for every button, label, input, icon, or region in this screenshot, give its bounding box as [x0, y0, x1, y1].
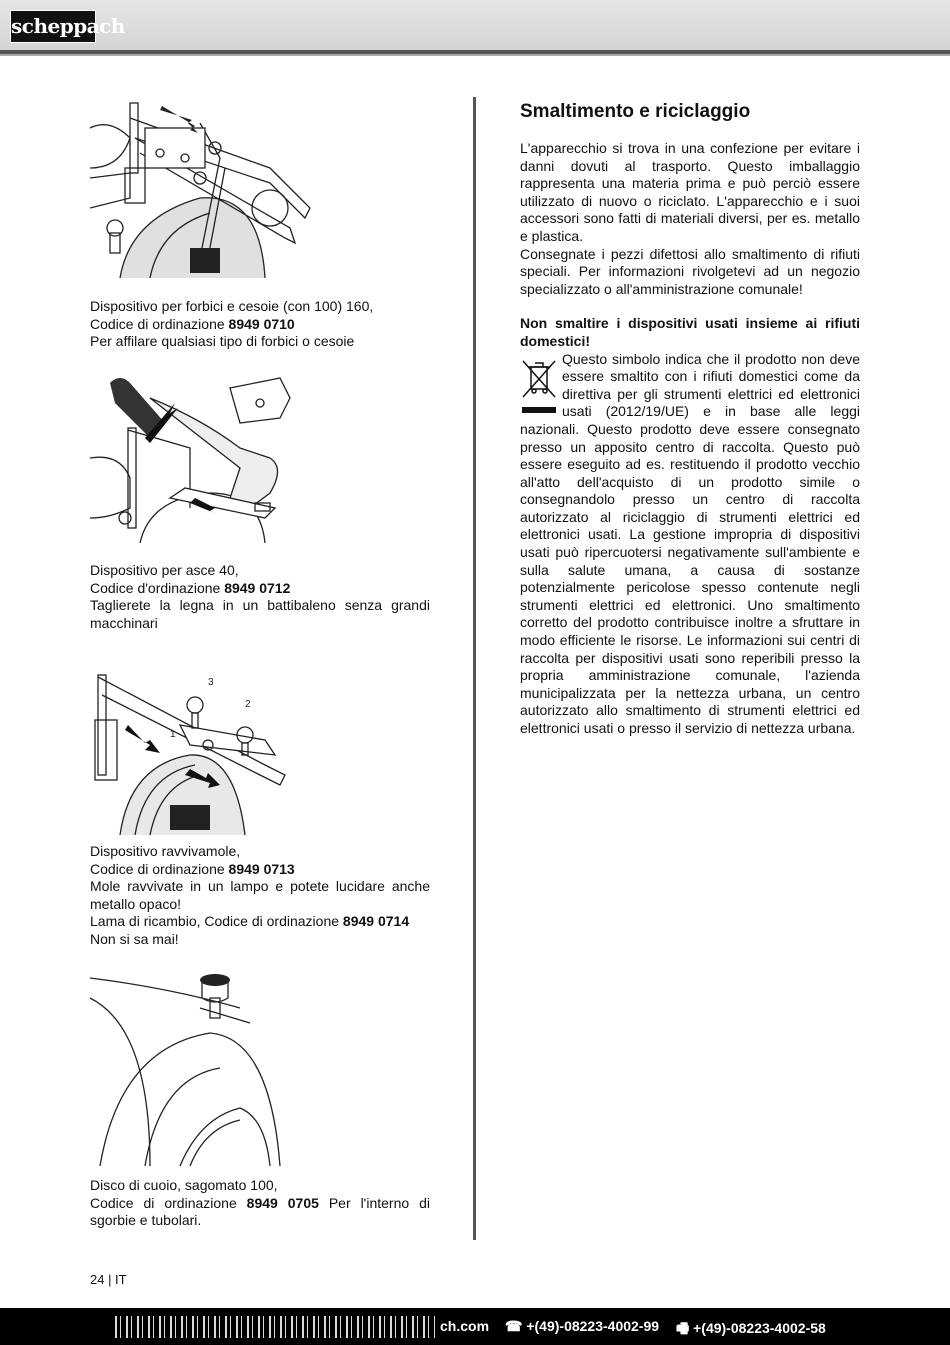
order-code-label: Codice di ordinazione [90, 1194, 247, 1211]
callout-1: 1 [170, 729, 176, 740]
header-rule-shadow [0, 54, 950, 56]
order-code: 8949 0714 [342, 913, 410, 930]
footer-bar [0, 1308, 950, 1345]
order-code-label: Lama di ricambio, Codice di ordinazione [90, 913, 343, 930]
order-code: 8949 0713 [228, 860, 295, 877]
brand-logo: scheppach [10, 10, 96, 43]
caption-line [90, 861, 430, 879]
paragraph: Consegnate i pezzi difettosi allo smaltimento di rifiuti speciali. Per informazioni rivolgetevi ad un negozio specializzato o all'amministrazione comunale! [520, 245, 860, 297]
page-number: 24 | IT [90, 1272, 127, 1287]
subheading: Non smaltire i dispositivi usati insieme ai rifiuti domestici! [520, 315, 860, 349]
caption-line: Dispositivo ravvivamole, [90, 843, 241, 859]
leather-disc-illustration [90, 968, 290, 1166]
caption-line: Disco di cuoio, sagomato 100, [90, 1177, 278, 1193]
paragraph: Questo simbolo indica che il prodotto non deve essere smaltito con i rifiuti domestici come da direttiva per gli strumenti elettrici ed elettronici usati (2012/19/UE) e in base alle leggi nazionali. Questo prodotto deve essere consegnato presso un apposito centro di raccolta. Questo può essere eseguito ad es. restituendo il prodotto vecchio all'atto dell'acquisto di un prodotto simile o consegnandolo presso un centro di raccolta autorizzato al riciclaggio di strumenti elettrici ed elettronici usati. La gestione impropria di dispositivi usati può ripercuotersi negativamente sull'ambiente e sulla salute umana, a causa di sostanze potenzialmente pericolose spesso contenute negli strumenti elettrici ed elettronici. Uno smaltimento corretto del prodotto contribuisce inoltre a sfruttare in modo efficiente le risorse. Le informazioni sui centri di raccolta per dispositivi usati sono reperibili presso la propria amministrazione comunale, l'azienda municipalizzata per la nettezza urbana, un centro autorizzato allo smaltimento di strumenti elettrici ed elettronici usati o presso il servizio di nettezza urbana. [520, 350, 860, 736]
footer-phone: ☎ +(49)-08223-4002-99 [505, 1318, 660, 1334]
order-code: 8949 0705 [246, 1194, 319, 1211]
caption-line: Mole ravvivate in un lampo e potete lucidare anche metallo opaco! [90, 878, 430, 912]
caption-line: Dispositivo per asce 40, [90, 562, 239, 578]
caption-line: Non si sa mai! [90, 930, 179, 947]
caption-scissors-device [90, 298, 430, 351]
order-code-label: Codice di ordinazione [90, 860, 229, 877]
section-title: Smaltimento e riciclaggio [520, 101, 751, 122]
footer-fax: 🖷 +(49)-08223-4002-58 [676, 1320, 826, 1336]
footer-website: ch.com [440, 1318, 490, 1334]
paragraph: L'apparecchio si trova in una confezione per evitare i danni dovuti al trasporto. Questo imballaggio rappresenta una materia prima e può perciò essere utilizzato di nuovo o riciclato. L'apparecchio e i suoi accessori sono fatti di materiali diversi, per es. metallo e plastica. [520, 140, 860, 244]
order-code: 8949 0712 [224, 579, 291, 596]
order-code: 8949 0710 [228, 315, 295, 332]
caption-line: Taglierete la legna in un battibaleno senza grandi macchinari [90, 597, 430, 631]
order-code-label: Codice d'ordinazione [90, 579, 225, 596]
scissors-device-illustration [90, 98, 320, 278]
column-divider [473, 97, 476, 1240]
order-code-label: Codice di ordinazione [90, 315, 229, 332]
caption-line: Per affilare qualsiasi tipo di forbici o cesoie [90, 333, 355, 350]
crossed-bin-icon [520, 353, 558, 415]
caption-wheel-dresser [90, 843, 430, 949]
callout-3: 3 [208, 677, 214, 688]
header-bar [0, 0, 950, 50]
wheel-dresser-illustration [90, 665, 295, 835]
footer-barcode [115, 1316, 435, 1338]
caption-leather-disc [90, 1177, 430, 1230]
caption-line [90, 580, 430, 598]
caption-axe-device [90, 562, 430, 632]
disposal-section [520, 100, 860, 738]
caption-text: Per l'interno di sgorbie e tubolari. [90, 1194, 430, 1229]
caption-line: Dispositivo per forbici e cesoie (con 100) 160, [90, 298, 374, 314]
caption-line [90, 316, 430, 334]
axe-device-illustration [90, 368, 305, 543]
callout-2: 2 [245, 699, 251, 710]
caption-line [90, 913, 430, 931]
caption-line [90, 1195, 430, 1230]
